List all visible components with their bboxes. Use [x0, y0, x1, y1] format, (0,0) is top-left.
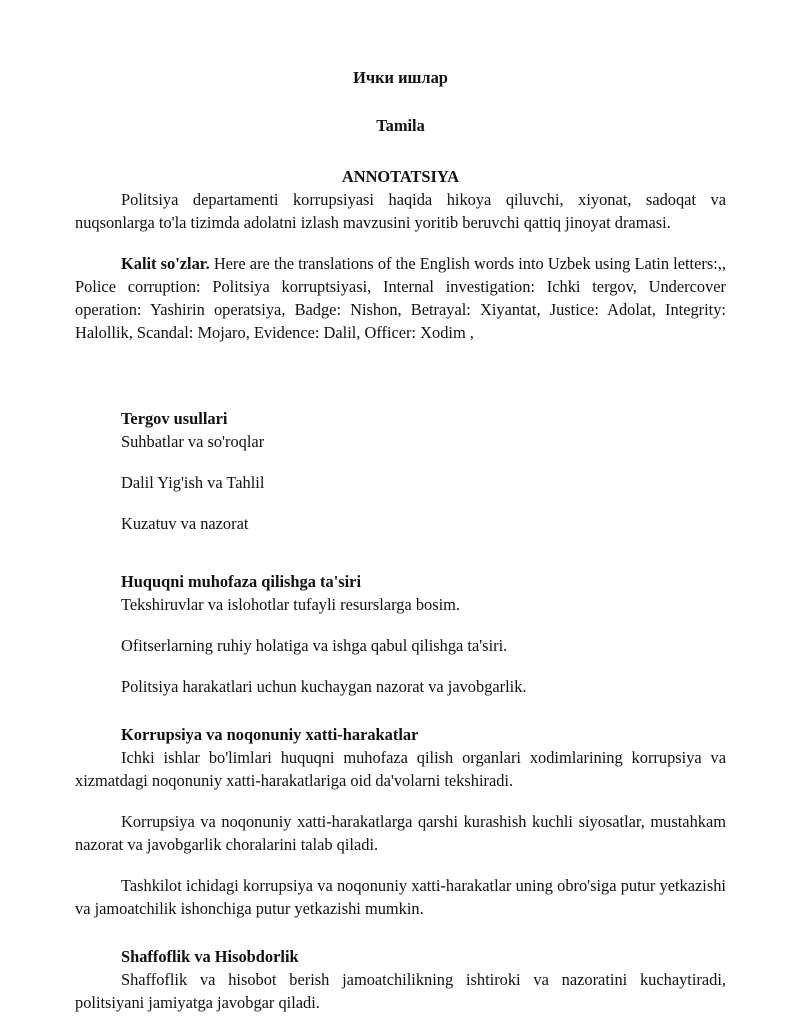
keywords-label: Kalit so'zlar.	[121, 254, 210, 273]
section-heading: Tergov usullari	[121, 409, 228, 428]
list-item: Kuzatuv va nazorat	[121, 514, 249, 533]
document-title: Ички ишлар	[353, 68, 448, 87]
section-heading: Shaffoflik va Hisobdorlik	[121, 947, 299, 966]
section-paragraph: Ichki ishlar bo'limlari huquqni muhofaza qilish organlari xodimlarining korrupsiya va xizmatdagi noqonuniy xatti-harakatlariga oid da'volarni tekshiradi.	[75, 748, 726, 790]
section-paragraph: Shaffoflik va hisobot berish jamoatchilikning ishtiroki va nazoratini kuchaytiradi, politsiyani jamiyatga javobgar qiladi.	[75, 970, 726, 1012]
list-item: Tekshiruvlar va islohotlar tufayli resurslarga bosim.	[121, 595, 461, 614]
annotation-heading: ANNOTATSIYA	[341, 167, 460, 186]
keywords-text: Here are the translations of the English words into Uzbek using Latin letters:,, Police corruption: Politsiya korruptsiyasi, Internal investigation: Ichki tergov, Undercover operation: Yashirin operatsiya, Badge: Nishon, Betrayal: Xiyantat, Justice: Adolat, Integrity: Halollik, Scandal: Mojaro, Evidence: Dalil, Officer: Xodim ,	[75, 254, 726, 342]
keywords-paragraph	[75, 252, 726, 344]
section-heading: Huquqni muhofaza qilishga ta'siri	[121, 572, 362, 591]
list-item: Dalil Yig'ish va Tahlil	[121, 473, 265, 492]
list-item: Ofitserlarning ruhiy holatiga va ishga qabul qilishga ta'siri.	[121, 636, 508, 655]
document-subtitle: Tamila	[376, 116, 425, 135]
section-paragraph: Korrupsiya va noqonuniy xatti-harakatlarga qarshi kurashish kuchli siyosatlar, mustahkam nazorat va javobgarlik choralarini talab qiladi.	[75, 812, 726, 854]
document-page	[75, 0, 726, 1014]
list-item: Suhbatlar va so'roqlar	[121, 432, 265, 451]
annotation-text: Politsiya departamenti korrupsiyasi haqida hikoya qiluvchi, xiyonat, sadoqat va nuqsonlarga to'la tizimda adolatni izlash mavzusini yoritib beruvchi qattiq jinoyat dramasi.	[75, 190, 726, 232]
section-heading: Korrupsiya va noqonuniy xatti-harakatlar	[121, 725, 419, 744]
section-paragraph: Tashkilot ichidagi korrupsiya va noqonuniy xatti-harakatlar uning obro'siga putur yetkazishi va jamoatchilik ishonchiga putur yetkazishi mumkin.	[75, 876, 726, 918]
list-item: Politsiya harakatlari uchun kuchaygan nazorat va javobgarlik.	[121, 677, 527, 696]
